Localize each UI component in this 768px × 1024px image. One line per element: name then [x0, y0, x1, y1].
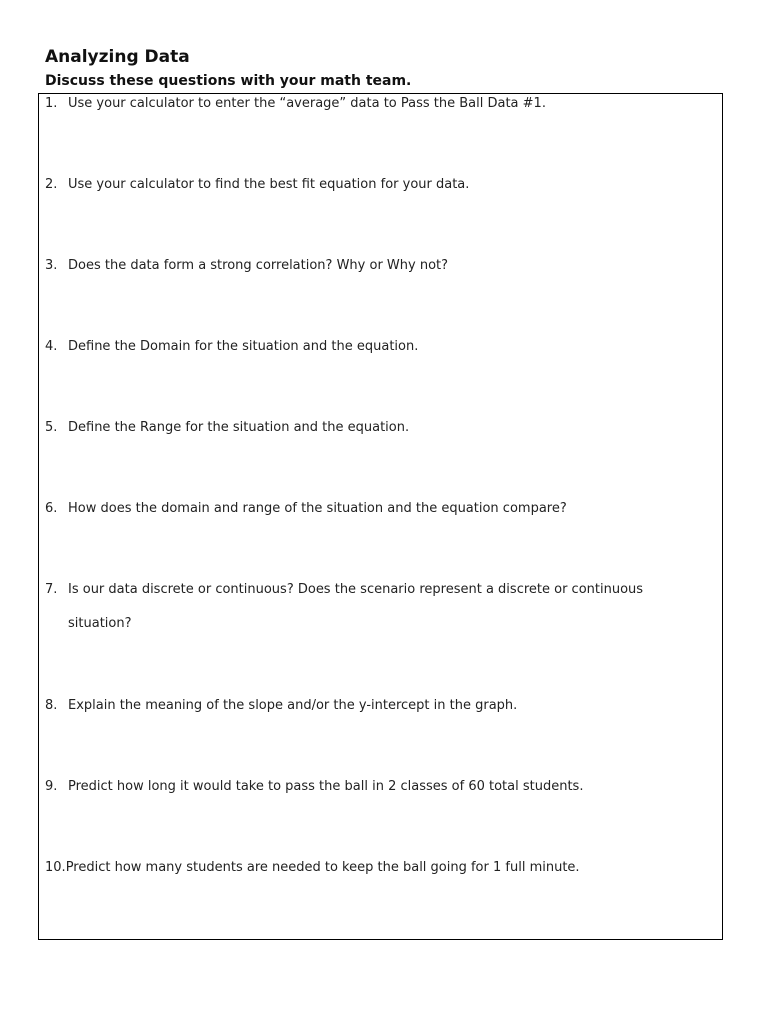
question-text: Explain the meaning of the slope and/or the y-intercept in the graph. [68, 698, 518, 713]
question-number: 3. [45, 258, 58, 273]
question-item [45, 501, 567, 517]
question-text: Predict how long it would take to pass the ball in 2 classes of 60 total students. [68, 779, 584, 794]
questions-box [38, 93, 723, 940]
question-number: 1. [45, 96, 58, 111]
question-text: Use your calculator to enter the “average” data to Pass the Ball Data #1. [68, 96, 546, 111]
question-item [45, 177, 469, 193]
question-text: Predict how many students are needed to keep the ball going for 1 full minute. [65, 860, 580, 875]
question-number: 7. [45, 582, 58, 597]
question-text: Define the Domain for the situation and the equation. [68, 339, 419, 354]
question-item [45, 779, 583, 795]
question-item [45, 339, 418, 355]
page-subtitle: Discuss these questions with your math team. [45, 73, 412, 89]
question-item [45, 96, 546, 112]
question-text: Use your calculator to find the best fit equation for your data. [68, 177, 470, 192]
question-number: 5. [45, 420, 58, 435]
question-item [45, 860, 580, 876]
question-number: 9. [45, 779, 58, 794]
question-item [45, 258, 448, 274]
question-text-continued: situation? [68, 616, 132, 631]
question-text: Define the Range for the situation and the equation. [68, 420, 410, 435]
question-text: How does the domain and range of the situation and the equation compare? [68, 501, 567, 516]
question-text: Is our data discrete or continuous? Does the scenario represent a discrete or continuous [68, 582, 644, 597]
question-number: 6. [45, 501, 58, 516]
question-number: 4. [45, 339, 58, 354]
question-item [45, 582, 643, 632]
question-text: Does the data form a strong correlation? Why or Why not? [68, 258, 449, 273]
page-title: Analyzing Data [45, 47, 190, 67]
question-number: 2. [45, 177, 58, 192]
question-number: 8. [45, 698, 58, 713]
question-item [45, 698, 517, 714]
question-item [45, 420, 409, 436]
question-number: 10. [45, 860, 66, 875]
